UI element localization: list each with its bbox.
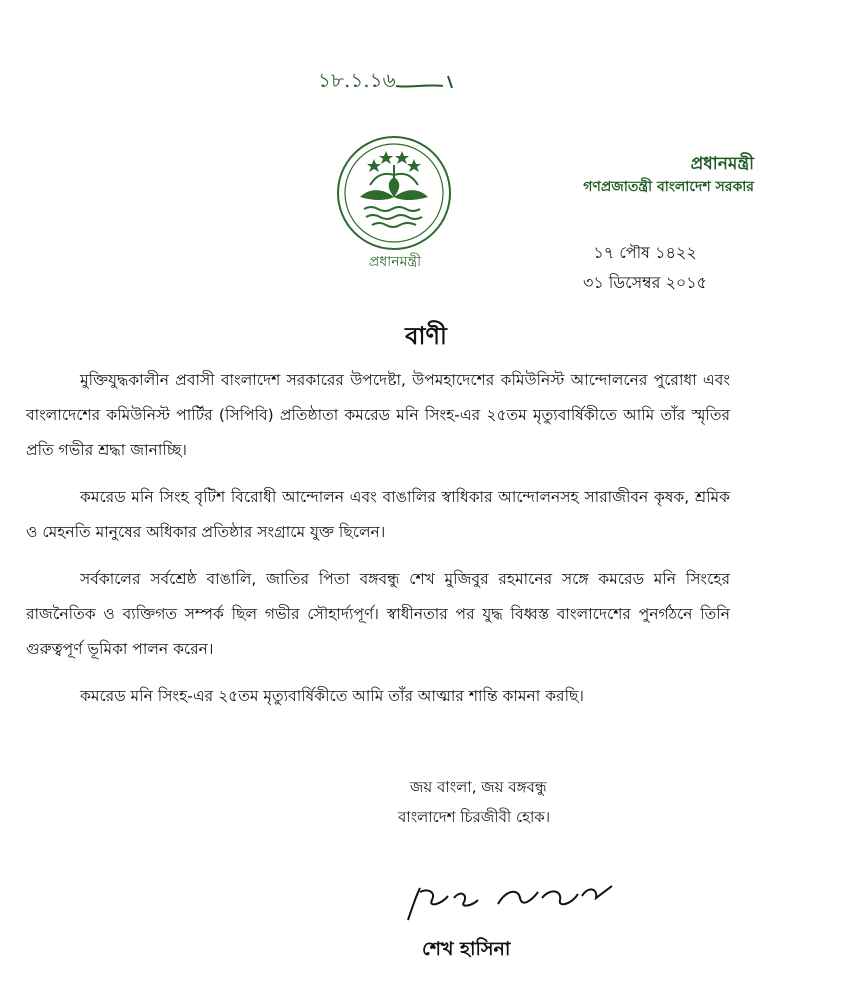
message-heading: বাণী [405, 322, 447, 350]
paragraph-3: সর্বকালের সর্বশ্রেষ্ঠ বাঙালি, জাতির পিতা বঙ্গবন্ধু শেখ মুজিবুর রহমানের সঙ্গে কমরেড মনি সিংহের রাজনৈতিক ও ব্যক্তিগত সম্পর্ক ছিল গভীর সৌহার্দ্যপূর্ণ। স্বাধীনতার পর যুদ্ধ বিধ্বস্ত বাংলাদেশের পুনর্গঠনে তিনি গুরুত্বপূর্ণ ভূমিকা পালন করেন। [26, 570, 730, 658]
signer-name: শেখ হাসিনা [422, 938, 511, 960]
date-gregorian: ৩১ ডিসেম্বর ২০১৫ [582, 273, 708, 292]
handwritten-annotation [318, 62, 468, 98]
slogan-line-2: বাংলাদেশ চিরজীবী হোক। [398, 808, 551, 826]
seal-emblem-icon [330, 135, 458, 255]
message-body [26, 363, 730, 726]
signature-icon [402, 878, 622, 928]
handwritten-scribble [318, 62, 468, 98]
office-title: প্রধানমন্ত্রী [690, 154, 754, 174]
office-block [583, 152, 754, 198]
date-block [560, 238, 730, 298]
office-subtitle: গণপ্রজাতন্ত্রী বাংলাদেশ সরকার [583, 179, 754, 195]
paragraph-2: কমরেড মনি সিংহ বৃটিশ বিরোধী আন্দোলন এবং বাঙালির স্বাধিকার আন্দোলনসহ সারাজীবন কৃষক, শ্রমিক ও মেহনতি মানুষের অধিকার প্রতিষ্ঠার সংগ্রামে যুক্ত ছিলেন। [26, 488, 730, 541]
slogan-line-1: জয় বাংলা, জয় বঙ্গবন্ধু [410, 778, 547, 796]
seal-caption: প্রধানমন্ত্রী [368, 254, 422, 270]
date-bengali: ১৭ পৌষ ১৪২২ [593, 243, 697, 262]
paragraph-4: কমরেড মনি সিংহ-এর ২৫তম মৃত্যুবার্ষিকীতে আমি তাঁর আত্মার শান্তি কামনা করছি। [80, 687, 584, 705]
paragraph-1: মুক্তিযুদ্ধকালীন প্রবাসী বাংলাদেশ সরকারের উপদেষ্টা, উপমহাদেশের কমিউনিস্ট আন্দোলনের পুরোধা এবং বাংলাদেশের কমিউনিস্ট পার্টির (সিপিবি) প্রতিষ্ঠাতা কমরেড মনি সিংহ-এর ২৫তম মৃত্যুবার্ষিকীতে আমি তাঁর স্মৃতির প্রতি গভীর শ্রদ্ধা জানাচ্ছি। [26, 371, 730, 459]
handwritten-signature [402, 878, 622, 928]
handwritten-date-note: ১৮.১.১৬ [318, 68, 396, 92]
closing-slogan [398, 772, 658, 832]
